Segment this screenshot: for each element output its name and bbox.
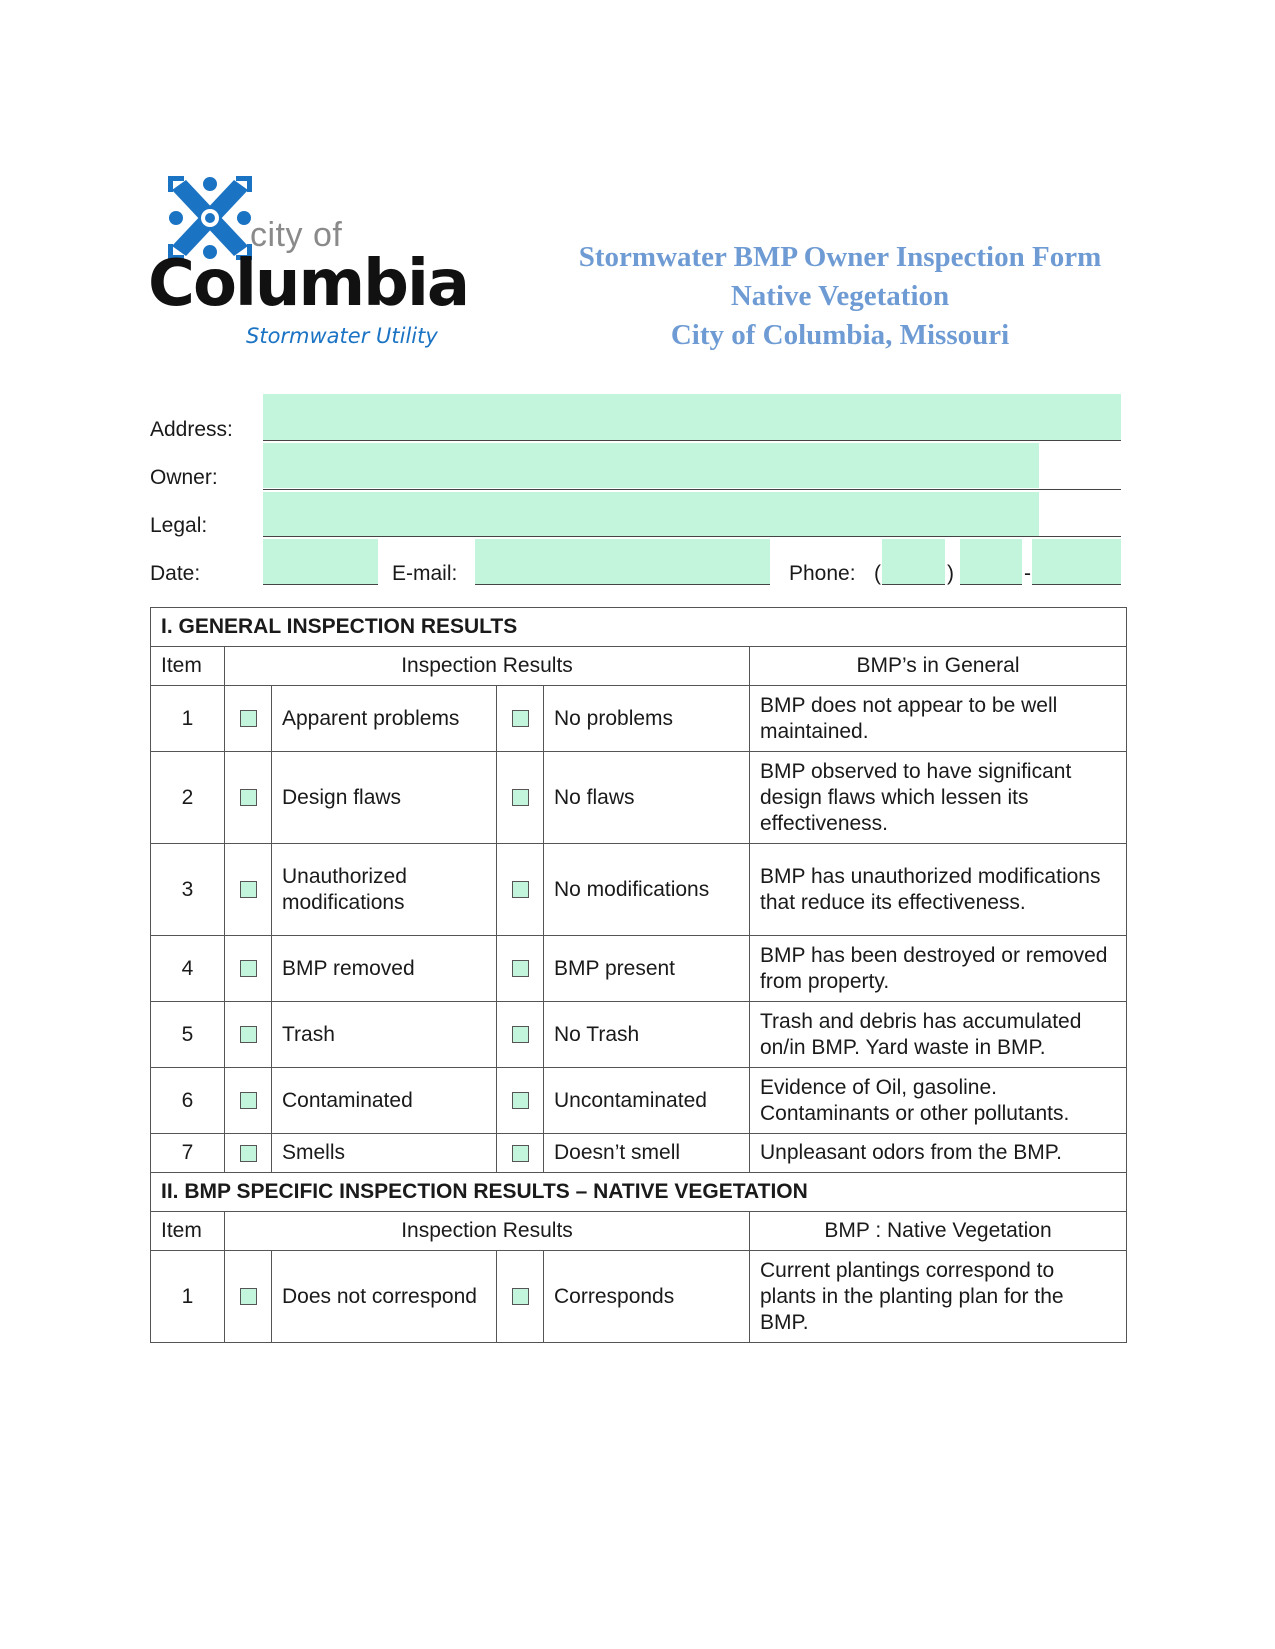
problem-checkbox[interactable]: [240, 960, 257, 977]
problem-checkbox[interactable]: [240, 789, 257, 806]
email-underline: [475, 584, 770, 585]
section-header-specific: [151, 1173, 1127, 1212]
item-number: 1: [151, 686, 225, 752]
item-number: 1: [151, 1251, 225, 1343]
ok-checkbox[interactable]: [512, 1092, 529, 1109]
problem-label: Contaminated: [272, 1068, 497, 1134]
address-label: Address:: [150, 418, 233, 441]
ok-label: Uncontaminated: [544, 1068, 750, 1134]
phone-prefix-field[interactable]: [960, 539, 1022, 584]
problem-checkbox[interactable]: [240, 881, 257, 898]
problem-checkbox[interactable]: [240, 1145, 257, 1162]
row-description: Current plantings correspond to plants in the planting plan for the BMP.: [750, 1251, 1127, 1343]
owner-underline: [263, 489, 1121, 490]
problem-label: Smells: [272, 1134, 497, 1173]
table-row: [151, 686, 1127, 752]
item-number: 2: [151, 752, 225, 844]
legal-label: Legal:: [150, 514, 208, 537]
ok-label: Doesn’t smell: [544, 1134, 750, 1173]
owner-label: Owner:: [150, 466, 218, 489]
date-field[interactable]: [263, 539, 378, 584]
phone-line-field[interactable]: [1032, 539, 1121, 584]
address-underline: [263, 440, 1121, 441]
table-row: [151, 1002, 1127, 1068]
form-title: [510, 238, 1170, 355]
column-header-item: Item: [151, 647, 225, 686]
city-logo: [148, 176, 469, 356]
column-header-row: [151, 1212, 1127, 1251]
column-header-row: [151, 647, 1127, 686]
owner-field[interactable]: [263, 443, 1039, 488]
column-header-results: Inspection Results: [225, 1212, 750, 1251]
column-header-item: Item: [151, 1212, 225, 1251]
ok-checkbox[interactable]: [512, 710, 529, 727]
phone-open-paren: (: [874, 562, 881, 585]
logo-city-of-text: city of: [250, 216, 343, 254]
problem-label: Unauthorized modifications: [272, 844, 497, 936]
row-description: Unpleasant odors from the BMP.: [750, 1134, 1127, 1173]
problem-label: Trash: [272, 1002, 497, 1068]
ok-label: Corresponds: [544, 1251, 750, 1343]
ok-checkbox[interactable]: [512, 881, 529, 898]
section-title-specific: II. BMP SPECIFIC INSPECTION RESULTS – NATIVE VEGETATION: [151, 1173, 1127, 1212]
ok-label: No Trash: [544, 1002, 750, 1068]
form-title-line-1: Stormwater BMP Owner Inspection Form: [578, 241, 1102, 273]
item-number: 4: [151, 936, 225, 1002]
problem-checkbox[interactable]: [240, 710, 257, 727]
phone-dash: -: [1024, 562, 1031, 585]
phone-close-paren: ): [947, 562, 954, 585]
form-title-line-2: Native Vegetation: [730, 280, 950, 312]
table-row: [151, 1068, 1127, 1134]
column-header-description: BMP : Native Vegetation: [750, 1212, 1127, 1251]
table-row: [151, 844, 1127, 936]
email-field[interactable]: [475, 539, 770, 584]
section-header-general: [151, 608, 1127, 647]
problem-checkbox[interactable]: [240, 1288, 257, 1305]
problem-checkbox[interactable]: [240, 1092, 257, 1109]
logo-columbia-text: Columbia: [148, 247, 469, 321]
ok-label: No flaws: [544, 752, 750, 844]
row-description: BMP does not appear to be well maintained.: [750, 686, 1127, 752]
item-number: 7: [151, 1134, 225, 1173]
table-row: [151, 752, 1127, 844]
section-title-general: I. GENERAL INSPECTION RESULTS: [151, 608, 1127, 647]
ok-checkbox[interactable]: [512, 960, 529, 977]
date-underline: [263, 584, 378, 585]
ok-label: No problems: [544, 686, 750, 752]
problem-checkbox[interactable]: [240, 1026, 257, 1043]
phone-label: Phone:: [789, 562, 856, 585]
inspection-table: [150, 607, 1127, 1343]
item-number: 3: [151, 844, 225, 936]
row-description: Evidence of Oil, gasoline. Contaminants or other pollutants.: [750, 1068, 1127, 1134]
phone-area-underline: [882, 584, 945, 585]
row-description: BMP observed to have significant design flaws which lessen its effectiveness.: [750, 752, 1127, 844]
column-header-description: BMP’s in General: [750, 647, 1127, 686]
problem-label: Design flaws: [272, 752, 497, 844]
problem-label: Apparent problems: [272, 686, 497, 752]
ok-checkbox[interactable]: [512, 1288, 529, 1305]
item-number: 6: [151, 1068, 225, 1134]
column-header-results: Inspection Results: [225, 647, 750, 686]
problem-label: Does not correspond: [272, 1251, 497, 1343]
form-title-line-3: City of Columbia, Missouri: [670, 319, 1010, 351]
row-description: BMP has been destroyed or removed from property.: [750, 936, 1127, 1002]
table-row: [151, 936, 1127, 1002]
table-row: [151, 1134, 1127, 1173]
phone-line-underline: [1032, 584, 1121, 585]
item-number: 5: [151, 1002, 225, 1068]
ok-checkbox[interactable]: [512, 1145, 529, 1162]
legal-underline: [263, 536, 1121, 537]
problem-label: BMP removed: [272, 936, 497, 1002]
date-label: Date:: [150, 562, 201, 585]
email-label: E-mail:: [392, 562, 458, 585]
phone-area-code-field[interactable]: [882, 539, 945, 584]
ok-label: BMP present: [544, 936, 750, 1002]
row-description: Trash and debris has accumulated on/in BMP. Yard waste in BMP.: [750, 1002, 1127, 1068]
legal-field[interactable]: [263, 492, 1039, 536]
ok-checkbox[interactable]: [512, 1026, 529, 1043]
table-row: [151, 1251, 1127, 1343]
ok-checkbox[interactable]: [512, 789, 529, 806]
ok-label: No modifications: [544, 844, 750, 936]
address-field[interactable]: [263, 394, 1121, 440]
logo-stormwater-utility-text: Stormwater Utility: [246, 324, 438, 348]
phone-prefix-underline: [960, 584, 1022, 585]
row-description: BMP has unauthorized modifications that reduce its effectiveness.: [750, 844, 1127, 936]
